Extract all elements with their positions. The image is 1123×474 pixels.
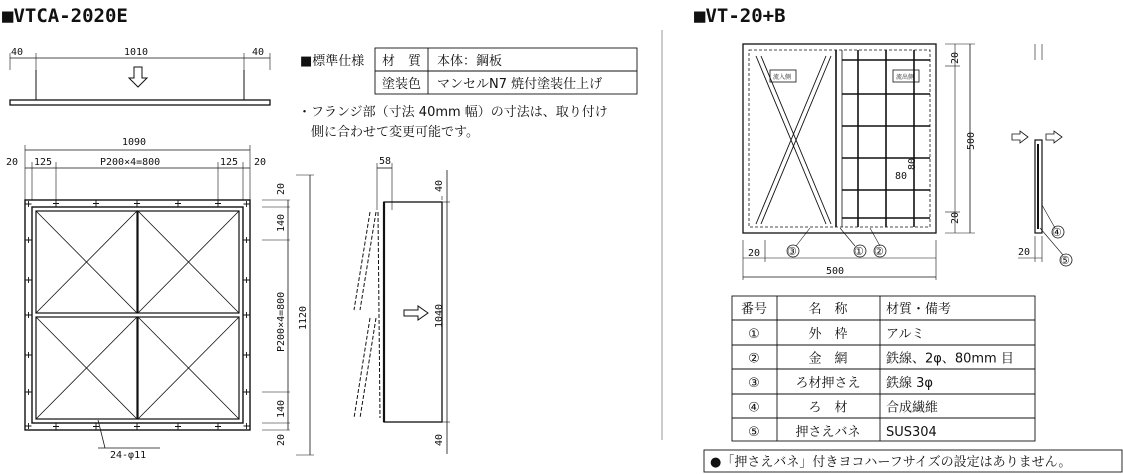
front-dim-seg3: P200×4=800 <box>100 157 161 168</box>
hole-mark <box>26 237 32 243</box>
dim-w500: 500 <box>826 266 845 277</box>
table-cell: 金 網 <box>808 351 848 367</box>
hole-mark <box>244 389 250 395</box>
hole-mark <box>26 312 32 318</box>
label-inlet: 流入側 <box>773 74 792 81</box>
hole-mark <box>215 424 221 430</box>
table-cell: ① <box>748 327 760 342</box>
front-dim-height: 1120 <box>298 305 309 330</box>
front-dim-r-mid: P200×4=800 <box>276 291 287 352</box>
hole-mark <box>26 277 32 283</box>
table-cell: ろ 材 <box>808 400 848 416</box>
callout-5: ⑤ <box>1060 254 1070 267</box>
table-cell: 鉄線、2φ、80mm 目 <box>886 351 1014 367</box>
hole-mark <box>175 424 181 430</box>
top-dim-left: 40 <box>11 47 24 58</box>
table-cell: ろ材押さえ <box>795 376 861 391</box>
front-dim-seg2: 125 <box>34 157 53 168</box>
hole-mark <box>26 352 32 358</box>
note-line1: ・フランジ部（寸法 40mm 幅）の寸法は、取り付け <box>298 105 608 120</box>
callout-3: ③ <box>787 245 797 258</box>
hole-mark <box>134 201 140 207</box>
hole-mark <box>53 424 59 430</box>
hole-mark <box>93 424 99 430</box>
callout-2: ② <box>874 245 884 258</box>
table-cell: アルミ <box>886 327 925 342</box>
dim-side20: 20 <box>1018 247 1031 258</box>
hole-mark <box>244 312 250 318</box>
hole-mark <box>26 389 32 395</box>
hole-mark <box>26 201 32 207</box>
side-dim-top: 40 <box>434 179 445 192</box>
spec-row2-key: 塗装色 <box>382 77 422 92</box>
filter-side-view <box>1012 44 1072 266</box>
dim-b20: 20 <box>748 248 761 259</box>
label-outlet: 流出側 <box>896 74 915 81</box>
dim-r80a: 80 <box>907 157 918 170</box>
hole-mark <box>215 201 221 207</box>
callout-1: ① <box>854 245 864 258</box>
dim-r80b: 80 <box>895 171 908 182</box>
table-cell: ④ <box>748 400 760 416</box>
front-dim-r-bot: 20 <box>276 433 287 446</box>
hole-mark <box>53 201 59 207</box>
front-dim-seg5: 20 <box>254 157 267 168</box>
front-dim-seg4: 125 <box>220 157 239 168</box>
hole-mark <box>93 201 99 207</box>
side-dim-bottom: 40 <box>434 433 445 446</box>
top-view <box>10 53 270 105</box>
spec-row1-key: 材 質 <box>382 54 422 69</box>
hole-mark <box>134 424 140 430</box>
right-title: ■VT-20+B <box>694 5 786 27</box>
hole-mark <box>244 237 250 243</box>
table-header: 材質・備考 <box>886 302 952 317</box>
front-dim-overall: 1090 <box>122 137 147 148</box>
dim-r20b: 20 <box>950 211 961 224</box>
table-cell: ⑤ <box>748 425 760 440</box>
table-cell: ③ <box>748 376 760 391</box>
front-dim-r-140b: 140 <box>276 399 287 418</box>
hole-mark <box>175 201 181 207</box>
hole-mark <box>244 423 250 429</box>
table-cell: SUS304 <box>886 425 937 440</box>
parts-table-text <box>741 301 1014 440</box>
front-dim-r-top: 20 <box>276 182 287 195</box>
table-cell: ② <box>748 351 760 367</box>
table-cell: 合成繊維 <box>886 400 939 416</box>
hole-mark <box>244 201 250 207</box>
table-cell: 押さえバネ <box>795 425 861 440</box>
table-cell: 外 枠 <box>808 327 848 342</box>
left-title: ■VTCA-2020E <box>2 5 128 27</box>
spec-row2-val: マンセルN7 焼付塗装仕上げ <box>437 77 603 92</box>
dim-h500: 500 <box>966 131 977 150</box>
spec-label: ■標準仕様 <box>300 54 365 69</box>
dim-r20a: 20 <box>950 51 961 64</box>
top-dim-right: 40 <box>252 47 265 58</box>
hole-mark <box>244 352 250 358</box>
front-dim-seg1: 20 <box>6 157 19 168</box>
top-dim-mid: 1010 <box>124 47 149 58</box>
table-header: 番号 <box>740 302 768 317</box>
table-header: 名 称 <box>808 302 848 317</box>
hole-mark <box>244 277 250 283</box>
table-cell: 鉄線 3φ <box>886 376 933 391</box>
parts-table <box>732 296 1035 441</box>
callout-4: ④ <box>1052 226 1062 239</box>
hole-mark <box>26 423 32 429</box>
footnote: ●「押さえバネ」付きヨコハーフサイズの設定はありません。 <box>710 455 1072 470</box>
spec-row1-val: 本体：鋼板 <box>437 54 503 69</box>
front-view <box>25 145 314 455</box>
side-dim-width: 58 <box>379 156 392 167</box>
front-dim-holes: 24-φ11 <box>110 450 147 461</box>
note-line2: 側に合わせて変更可能です。 <box>311 125 479 140</box>
side-dim-height: 1040 <box>434 303 445 328</box>
front-dim-r-140a: 140 <box>276 213 287 232</box>
